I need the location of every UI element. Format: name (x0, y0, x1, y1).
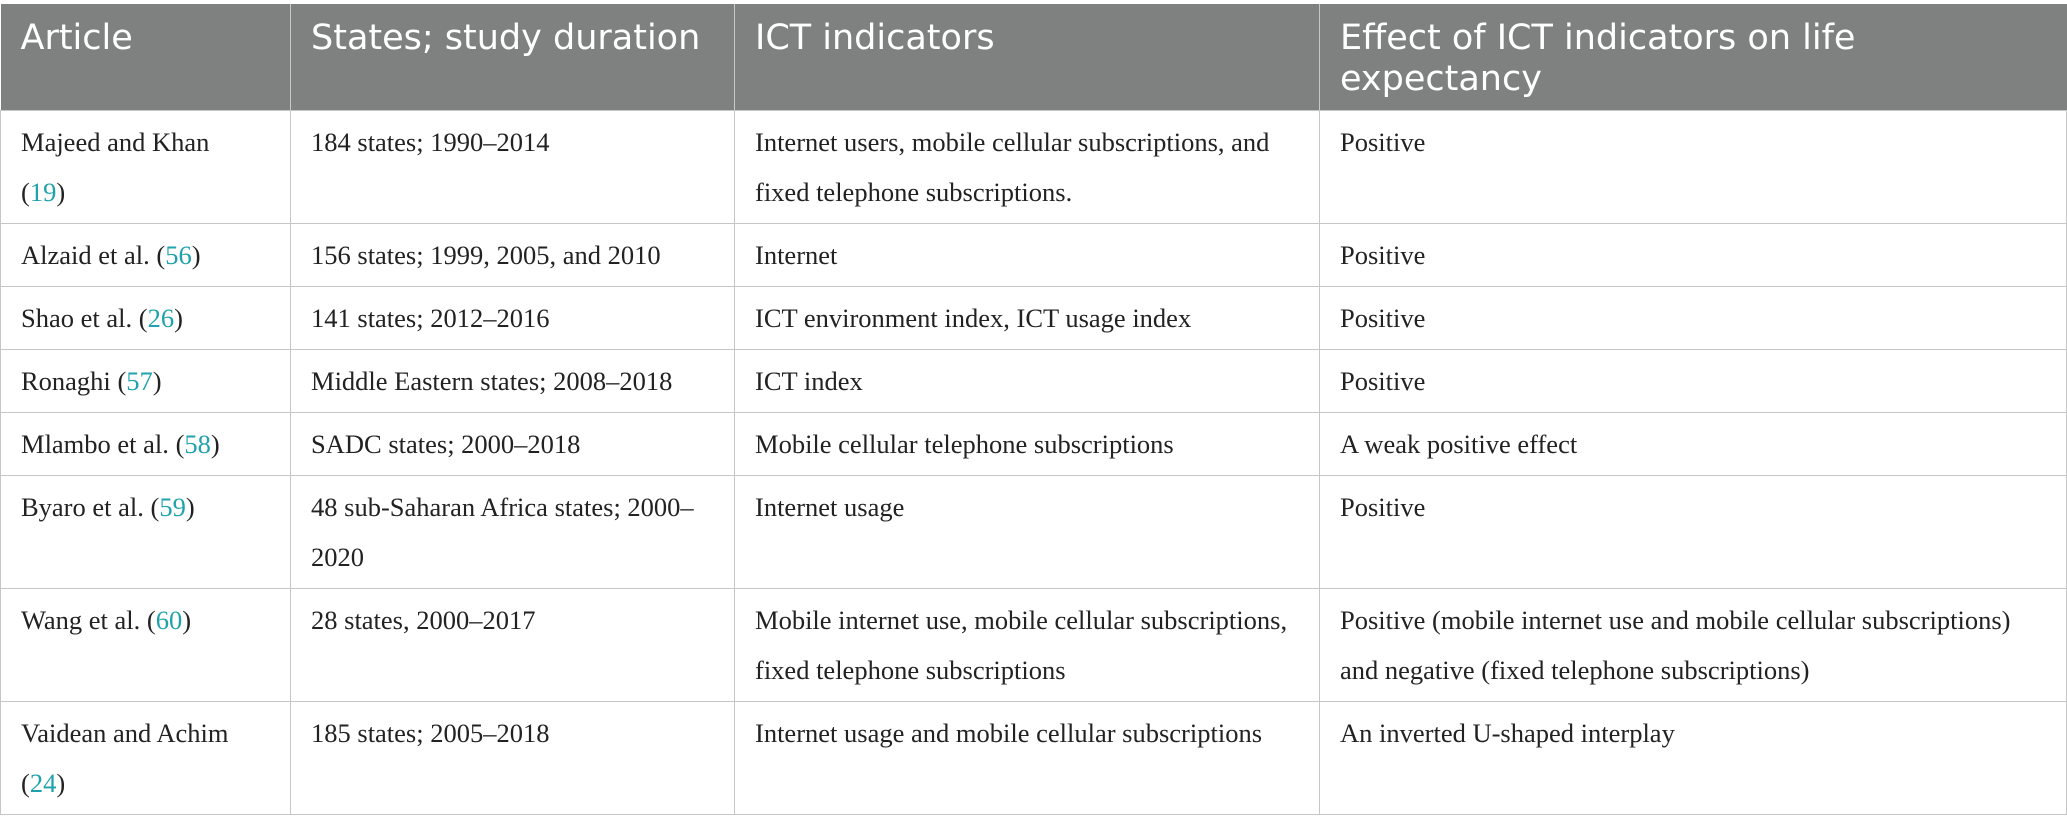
reference-link[interactable]: 56 (165, 240, 192, 270)
cell-indicators: ICT environment index, ICT usage index (735, 287, 1320, 350)
table-row (1, 702, 2067, 815)
table-row (1, 111, 2067, 224)
cell-effect: Positive (1320, 287, 2067, 350)
header-article: Article (1, 4, 291, 111)
cell-article: Ronaghi (57) (1, 350, 291, 413)
table-row (1, 350, 2067, 413)
cell-article: Shao et al. (26) (1, 287, 291, 350)
header-ict-indicators: ICT indicators (735, 4, 1320, 111)
cell-article: Byaro et al. (59) (1, 476, 291, 589)
literature-table (0, 4, 2067, 815)
cell-article: Alzaid et al. (56) (1, 224, 291, 287)
cell-indicators: Mobile cellular telephone subscriptions (735, 413, 1320, 476)
reference-link[interactable]: 26 (147, 303, 175, 333)
table-header (1, 4, 2067, 111)
cell-effect: A weak positive effect (1320, 413, 2067, 476)
cell-article: Vaidean and Achim (24) (1, 702, 291, 815)
header-effect-on-life-expectancy: Effect of ICT indicators on life expectancy (1320, 4, 2067, 111)
cell-effect: Positive (1320, 476, 2067, 589)
cell-effect: An inverted U-shaped interplay (1320, 702, 2067, 815)
article-name: Majeed and Khan (21, 127, 210, 157)
table-row (1, 287, 2067, 350)
cell-indicators: Mobile internet use, mobile cellular subscriptions, fixed telephone subscriptions (735, 589, 1320, 702)
cell-effect: Positive (1320, 111, 2067, 224)
cell-indicators: Internet usage and mobile cellular subscriptions (735, 702, 1320, 815)
table-row (1, 224, 2067, 287)
cell-states: 184 states; 1990–2014 (291, 111, 735, 224)
cell-states: 141 states; 2012–2016 (291, 287, 735, 350)
article-name: Vaidean and Achim (21, 718, 229, 748)
cell-states: 28 states, 2000–2017 (291, 589, 735, 702)
reference-link[interactable]: 58 (184, 429, 211, 459)
article-name: Mlambo et al. (21, 429, 169, 459)
article-name: Wang et al. (21, 605, 141, 635)
header-states-study-duration: States; study duration (291, 4, 735, 111)
cell-states: SADC states; 2000–2018 (291, 413, 735, 476)
literature-table-container (0, 4, 2067, 815)
cell-states: 185 states; 2005–2018 (291, 702, 735, 815)
reference-link[interactable]: 59 (159, 492, 186, 522)
cell-article: Mlambo et al. (58) (1, 413, 291, 476)
table-row (1, 589, 2067, 702)
article-name: Alzaid et al. (21, 240, 150, 270)
cell-indicators: ICT index (735, 350, 1320, 413)
table-body (1, 111, 2067, 815)
reference-link[interactable]: 60 (155, 605, 183, 635)
table-row (1, 413, 2067, 476)
cell-indicators: Internet (735, 224, 1320, 287)
cell-states: 156 states; 1999, 2005, and 2010 (291, 224, 735, 287)
reference-link[interactable]: 24 (29, 768, 57, 798)
cell-states: Middle Eastern states; 2008–2018 (291, 350, 735, 413)
cell-indicators: Internet usage (735, 476, 1320, 589)
cell-effect: Positive (mobile internet use and mobile cellular subscriptions) and negative (fixed telephone subscriptions) (1320, 589, 2067, 702)
header-row (1, 4, 2067, 111)
reference-link[interactable]: 19 (29, 177, 57, 207)
cell-article: Wang et al. (60) (1, 589, 291, 702)
cell-effect: Positive (1320, 224, 2067, 287)
cell-article: Majeed and Khan (19) (1, 111, 291, 224)
article-name: Byaro et al. (21, 492, 144, 522)
article-name: Shao et al. (21, 303, 133, 333)
cell-states: 48 sub-Saharan Africa states; 2000–2020 (291, 476, 735, 589)
article-name: Ronaghi (21, 366, 111, 396)
table-row (1, 476, 2067, 589)
cell-effect: Positive (1320, 350, 2067, 413)
cell-indicators: Internet users, mobile cellular subscriptions, and fixed telephone subscriptions. (735, 111, 1320, 224)
reference-link[interactable]: 57 (126, 366, 153, 396)
